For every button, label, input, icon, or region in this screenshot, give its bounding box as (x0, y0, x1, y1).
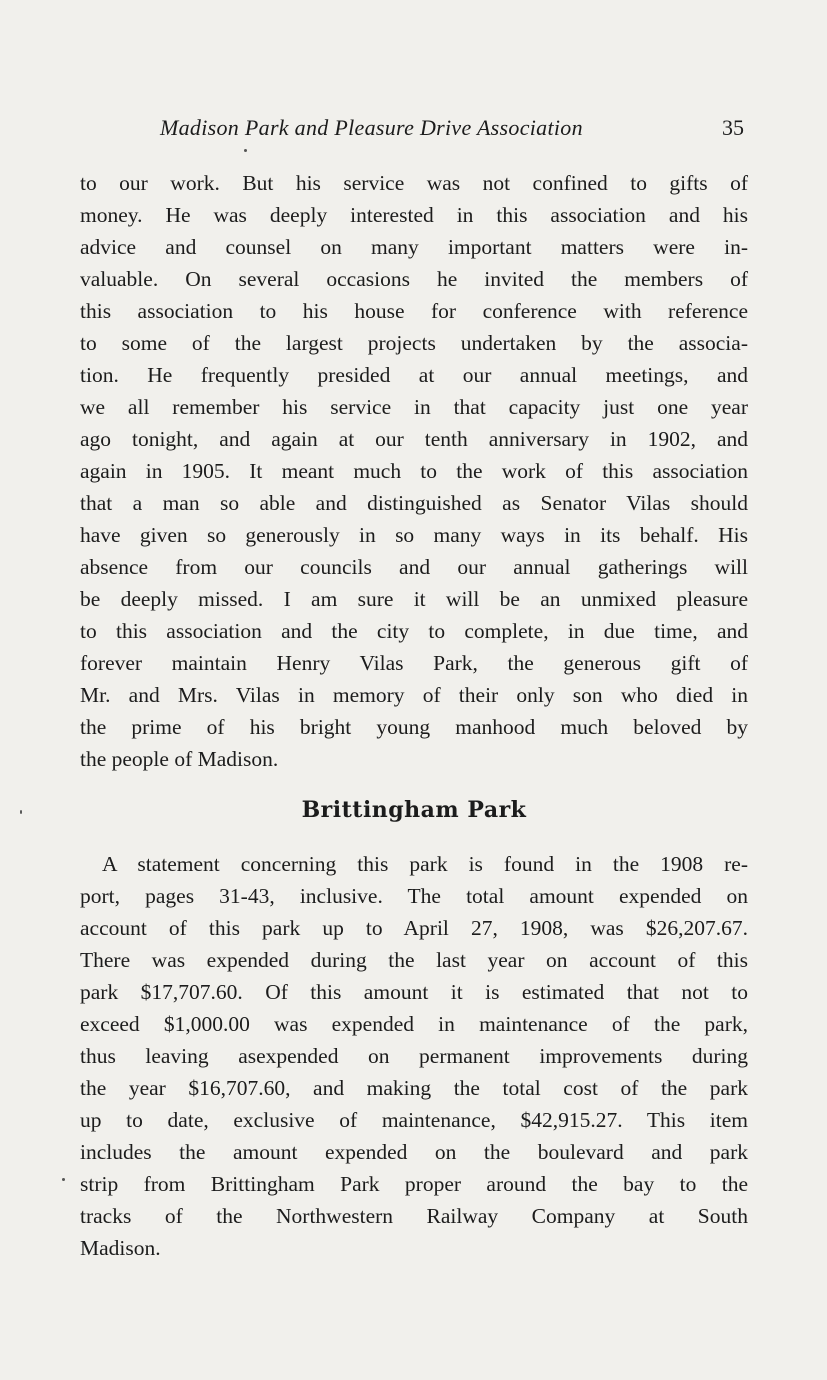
text-line: park $17,707.60. Of this amount it is estimated that not to (80, 980, 748, 1004)
running-head: Madison Park and Pleasure Drive Association (160, 115, 583, 140)
text-line: forever maintain Henry Vilas Park, the generous gift of (80, 651, 748, 675)
text-line: includes the amount expended on the boulevard and park (80, 1140, 748, 1164)
text-line: strip from Brittingham Park proper around the bay to the (80, 1172, 748, 1196)
page-number: 35 (722, 115, 744, 140)
text-line: thus leaving asexpended on permanent improvements during (80, 1044, 748, 1068)
text-line: the year $16,707.60, and making the total cost of the park (80, 1076, 748, 1100)
text-line: be deeply missed. I am sure it will be an unmixed pleasure (80, 587, 748, 611)
text-line: Madison. (80, 1236, 161, 1260)
text-line: up to date, exclusive of maintenance, $42,915.27. This item (80, 1108, 748, 1132)
text-line: we all remember his service in that capacity just one year (80, 395, 748, 419)
section-heading: Brittingham Park (301, 797, 527, 823)
text-line: to this association and the city to complete, in due time, and (80, 619, 748, 643)
text-line: advice and counsel on many important matters were in- (80, 235, 748, 259)
text-line: the people of Madison. (80, 747, 279, 771)
text-line: that a man so able and distinguished as Senator Vilas should (80, 491, 748, 515)
ink-speck (244, 149, 247, 152)
text-line: port, pages 31-43, inclusive. The total amount expended on (80, 884, 748, 908)
text-line: account of this park up to April 27, 1908, was $26,207.67. (80, 916, 748, 940)
text-line: Mr. and Mrs. Vilas in memory of their only son who died in (80, 683, 748, 707)
text-line: tion. He frequently presided at our annual meetings, and (80, 363, 748, 387)
text-line: exceed $1,000.00 was expended in maintenance of the park, (80, 1012, 748, 1036)
text-line: There was expended during the last year on account of this (80, 948, 748, 972)
ink-speck (62, 1178, 65, 1181)
text-line: to our work. But his service was not confined to gifts of (80, 171, 748, 195)
text-line: this association to his house for conference with reference (80, 299, 748, 323)
text-line: A statement concerning this park is found in the 1908 re- (102, 852, 748, 876)
text-line: tracks of the Northwestern Railway Company at South (80, 1204, 748, 1228)
text-line: ago tonight, and again at our tenth anniversary in 1902, and (80, 427, 748, 451)
text-line: money. He was deeply interested in this association and his (80, 203, 748, 227)
ink-speck (20, 810, 22, 814)
text-line: the prime of his bright young manhood much beloved by (80, 715, 748, 739)
text-line: again in 1905. It meant much to the work of this association (80, 459, 748, 483)
text-line: to some of the largest projects undertaken by the associa- (80, 331, 748, 355)
text-line: absence from our councils and our annual gatherings will (80, 555, 748, 579)
text-line: have given so generously in so many ways in its behalf. His (80, 523, 748, 547)
text-line: valuable. On several occasions he invited the members of (80, 267, 748, 291)
